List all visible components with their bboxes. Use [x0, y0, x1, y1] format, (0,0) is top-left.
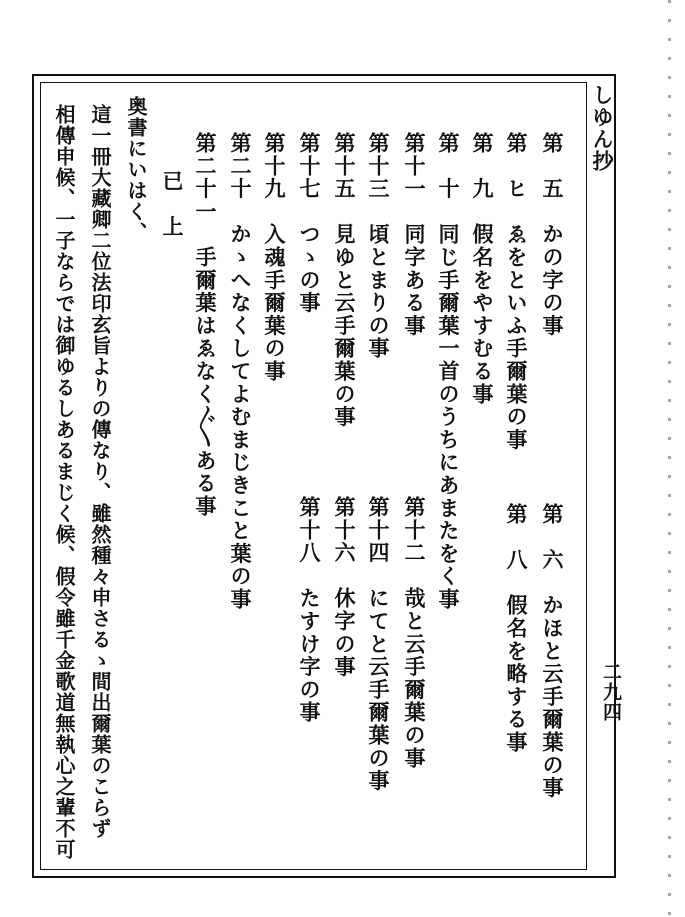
entry-number: 第十八	[297, 496, 322, 565]
entry-text: 見ゆと云手爾葉の事	[332, 223, 357, 429]
entry-10	[438, 132, 459, 611]
entry-20	[230, 132, 251, 611]
entry-7	[506, 132, 527, 451]
entry-5	[542, 132, 563, 337]
entry-number: 第十七	[297, 132, 322, 201]
entry-text: かゝへなくしてよむまじきこと葉の事	[228, 223, 253, 611]
page-number: 二九四	[600, 662, 622, 722]
entry-text: 假名を略する事	[504, 594, 529, 754]
entry-text: 假名をやすむる事	[470, 223, 495, 406]
entry-number: 第 八	[504, 503, 529, 572]
entry-text: にてと云手爾葉の事	[366, 587, 391, 793]
entry-text: 休字の事	[332, 587, 357, 679]
running-head-title: しゆん抄	[590, 84, 615, 172]
entry-number: 第 ヒ	[504, 132, 529, 201]
entry-number: 第 六	[540, 503, 565, 572]
entry-number: 第 十	[436, 132, 461, 201]
entry-text: 手爾葉はゑなく〲ある事	[193, 246, 218, 518]
entry-11	[404, 132, 425, 337]
entry-text: 哉と云手爾葉の事	[402, 587, 427, 770]
entry-8	[506, 503, 527, 754]
entry-text: かほと云手爾葉の事	[540, 594, 565, 800]
colophon-intro: 奥書にいはく、	[124, 96, 148, 243]
entry-17	[299, 132, 320, 314]
entry-15	[334, 132, 355, 428]
entry-9	[472, 132, 493, 406]
entry-19	[264, 132, 285, 383]
entry-text: ゑをといふ手爾葉の事	[504, 223, 529, 452]
entry-13	[368, 132, 389, 360]
entry-number: 第十二	[402, 496, 427, 565]
entry-number: 第 九	[470, 132, 495, 201]
entry-number: 第十三	[366, 132, 391, 201]
closing-mark: 已 上	[160, 170, 185, 239]
entry-number: 第十九	[262, 132, 287, 201]
entry-text: つゝの事	[297, 223, 322, 315]
entry-number: 第十六	[332, 496, 357, 565]
entry-6	[542, 503, 563, 799]
colophon-line-2: 相傳申候、一子ならでは御ゆるしあるまじく候、假令雖千金歌道無執心之輩不可	[52, 104, 76, 860]
entry-14	[368, 496, 389, 792]
entry-text: 同じ手爾葉一首のうちにあまたをく事	[436, 223, 461, 611]
entry-number: 第二十一	[193, 132, 218, 224]
entry-text: 同字ある事	[402, 223, 427, 338]
entry-text: 入魂手爾葉の事	[262, 223, 287, 383]
colophon-line-1: 這一冊大藏卿二位法印玄旨よりの傳なり、雖然種々申さるゝ間出爾葉のこらず	[88, 104, 112, 839]
entry-16	[334, 496, 355, 678]
entry-text: 頃とまりの事	[366, 223, 391, 361]
entry-text: かの字の事	[540, 223, 565, 338]
entry-number: 第二十	[228, 132, 253, 201]
entry-number: 第 五	[540, 132, 565, 201]
entry-number: 第十五	[332, 132, 357, 201]
entry-21	[195, 132, 216, 518]
entry-text: たすけ字の事	[297, 587, 322, 725]
entry-18	[299, 496, 320, 724]
scan-edge-specks	[668, 0, 671, 917]
entry-number: 第十四	[366, 496, 391, 565]
entry-number: 第十一	[402, 132, 427, 201]
entry-12	[404, 496, 425, 770]
